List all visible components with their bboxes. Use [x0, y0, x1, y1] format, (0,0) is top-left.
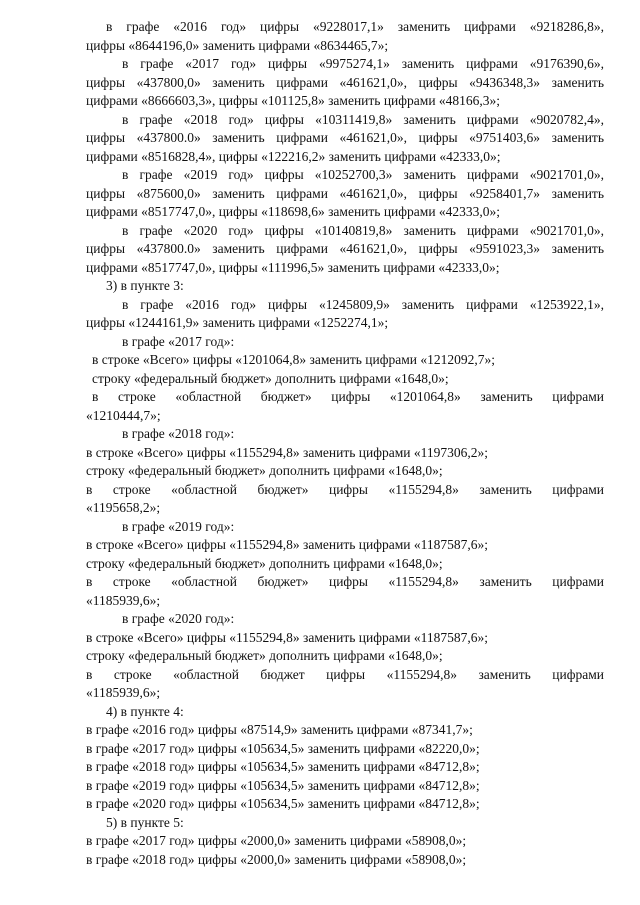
text-line: цифрами «8666603,3», цифры «101125,8» заменить цифрами «48166,3»;	[86, 93, 501, 108]
text-line: цифры «8644196,0» заменить цифрами «8634465,7»;	[86, 37, 389, 53]
text-line: строку «федеральный бюджет» дополнить цифрами «1648,0»;	[86, 648, 443, 663]
text-line: в графе «2019 год» цифры «10252700,3» заменить цифрами «9021701,0»,	[122, 167, 604, 182]
text-line: в графе «2019 год» цифры «105634,5» заменить цифрами «84712,8»;	[86, 777, 480, 793]
text-line: строку «федеральный бюджет» дополнить цифрами «1648,0»;	[86, 463, 443, 478]
text-line: в графе «2018 год» цифры «10311419,8» заменить цифрами «9020782,4»,	[122, 111, 604, 127]
text-line: в строке «Всего» цифры «1155294,8» заменить цифрами «1187587,6»;	[86, 629, 488, 645]
text-line: в графе «2018 год»:	[122, 426, 235, 441]
text-line: в графе «2016 год» цифры «1245809,9» заменить цифрами «1253922,1»,	[122, 296, 604, 312]
text-line: в строке «областной бюджет цифры «1155294,8» заменить цифрами	[86, 666, 604, 682]
text-line: «1195658,2»;	[86, 500, 161, 515]
text-line: в графе «2016 год» цифры «9228017,1» заменить цифрами «9218286,8»,	[106, 19, 604, 34]
text-line: в строке «Всего» цифры «1155294,8» заменить цифрами «1197306,2»;	[86, 444, 488, 460]
text-line: цифрами «8517747,0», цифры «118698,6» заменить цифрами «42333,0»;	[86, 204, 501, 219]
text-line: в графе «2020 год» цифры «10140819,8» заменить цифрами «9021701,0»,	[122, 222, 604, 238]
text-line: цифры «1244161,9» заменить цифрами «1252274,1»;	[86, 315, 389, 330]
text-line: цифрами «8517747,0», цифры «111996,5» заменить цифрами «42333,0»;	[86, 259, 500, 275]
text-line: в графе «2017 год» цифры «105634,5» заменить цифрами «82220,0»;	[86, 740, 480, 756]
text-line: «1210444,7»;	[86, 407, 161, 423]
text-line: в строке «областной бюджет» цифры «1155294,8» заменить цифрами	[86, 574, 604, 589]
text-line: «1185939,6»;	[86, 592, 161, 608]
text-line: в строке «областной бюджет» цифры «1201064,8» заменить цифрами	[92, 389, 604, 404]
section-heading: 3) в пункте 3:	[106, 278, 184, 293]
text-line: в графе «2018 год» цифры «2000,0» заменить цифрами «58908,0»;	[86, 851, 467, 867]
text-line: в графе «2016 год» цифры «87514,9» заменить цифрами «87341,7»;	[86, 722, 473, 737]
text-line: в строке «областной бюджет» цифры «1155294,8» заменить цифрами	[86, 481, 604, 497]
text-line: в графе «2017 год»:	[122, 333, 235, 349]
text-line: в графе «2017 год» цифры «9975274,1» заменить цифрами «9176390,6»,	[122, 56, 604, 71]
text-line: цифрами «8516828,4», цифры «122216,2» заменить цифрами «42333,0»;	[86, 148, 501, 164]
text-line: в графе «2018 год» цифры «105634,5» заменить цифрами «84712,8»;	[86, 759, 480, 774]
text-line: в строке «Всего» цифры «1201064,8» заменить цифрами «1212092,7»;	[92, 352, 495, 367]
text-line: строку «федеральный бюджет» дополнить цифрами «1648,0»;	[86, 555, 443, 571]
text-line: цифры «437800,0» заменить цифрами «461621,0», цифры «9436348,3» заменить	[86, 74, 604, 90]
text-line: в графе «2019 год»:	[122, 518, 235, 534]
text-line: в графе «2020 год» цифры «105634,5» заменить цифрами «84712,8»;	[86, 796, 480, 811]
text-line: цифры «437800.0» заменить цифрами «461621,0», цифры «9751403,6» заменить	[86, 130, 604, 145]
text-line: цифры «875600,0» заменить цифрами «461621,0», цифры «9258401,7» заменить	[86, 185, 604, 201]
section-heading: 5) в пункте 5:	[106, 814, 184, 830]
text-line: в графе «2020 год»:	[122, 611, 235, 626]
section-heading: 4) в пункте 4:	[106, 703, 184, 719]
text-line: цифры «437800.0» заменить цифрами «461621,0», цифры «9591023,3» заменить	[86, 241, 604, 256]
text-line: строку «федеральный бюджет» дополнить цифрами «1648,0»;	[92, 370, 449, 386]
text-line: в строке «Всего» цифры «1155294,8» заменить цифрами «1187587,6»;	[86, 537, 488, 552]
text-line: «1185939,6»;	[86, 685, 161, 700]
text-line: в графе «2017 год» цифры «2000,0» заменить цифрами «58908,0»;	[86, 833, 467, 848]
